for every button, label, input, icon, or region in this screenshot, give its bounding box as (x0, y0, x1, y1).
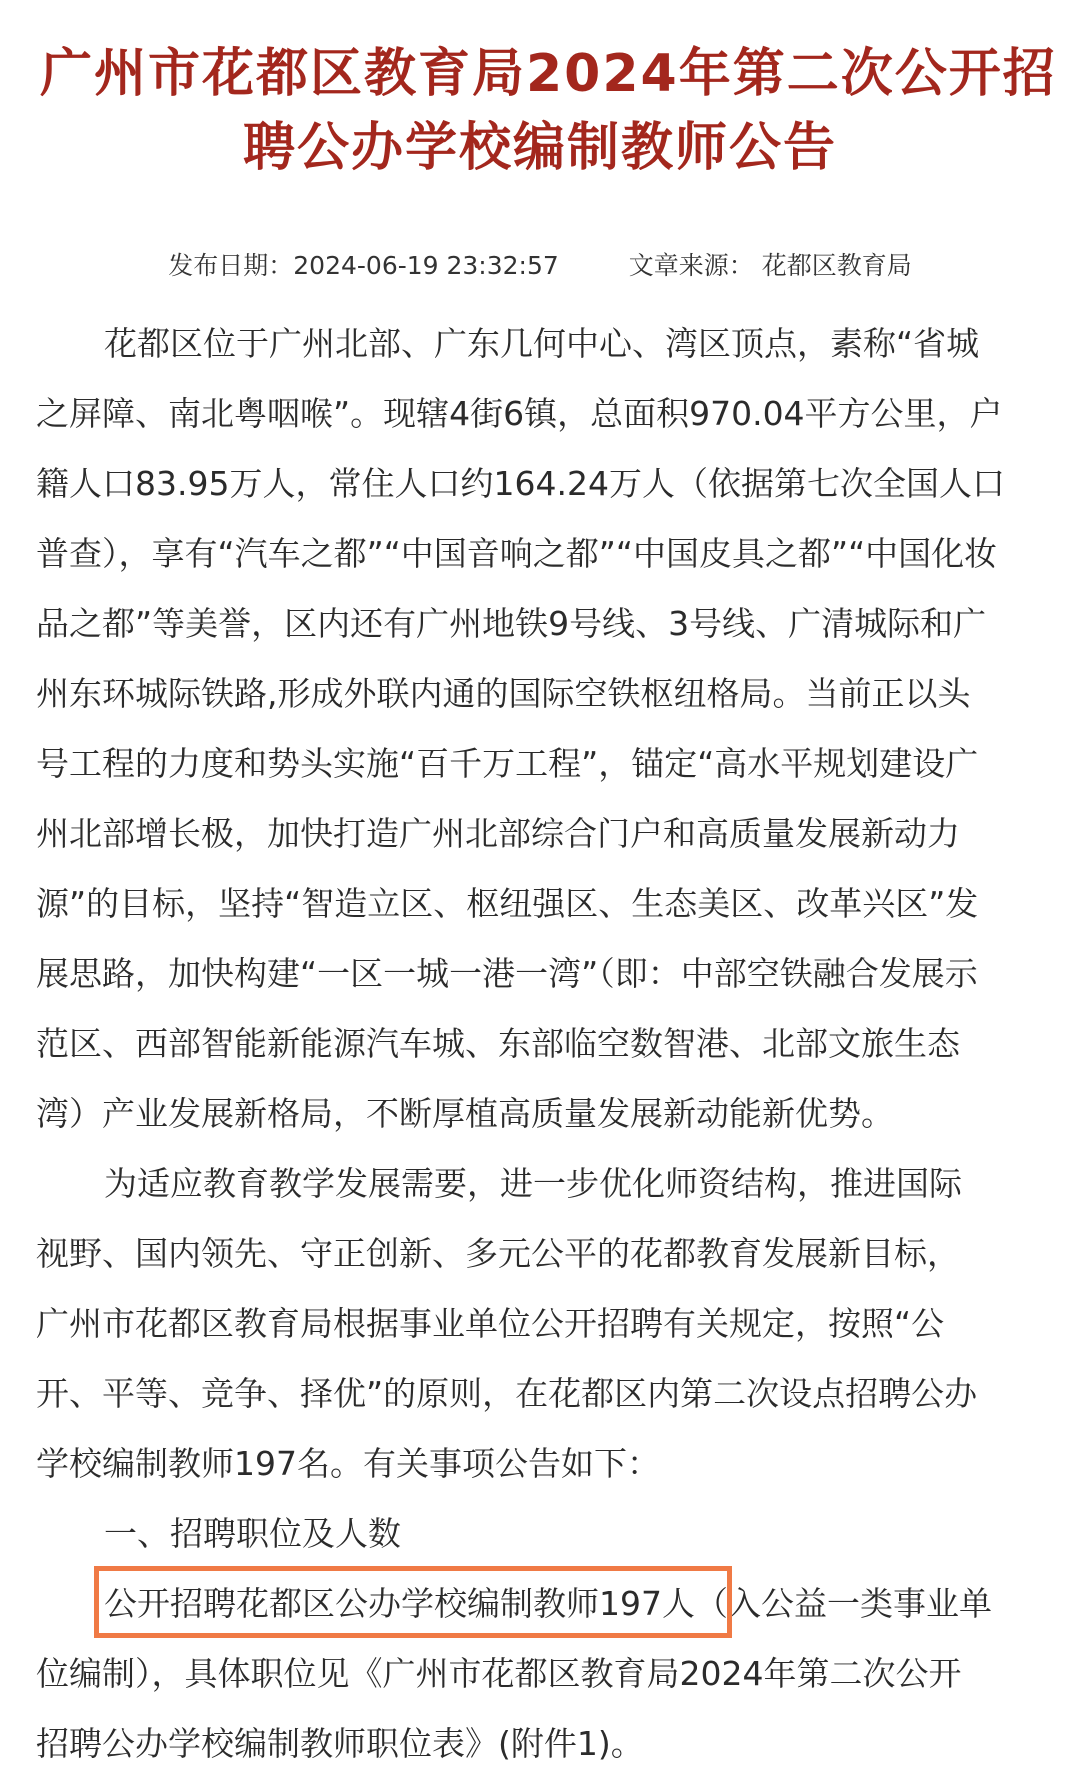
paragraph-line: 开、平等、竞争、择优”的原则，在花都区内第二次设点招聘公办 (36, 1374, 978, 1413)
highlighted-line: 公开招聘花都区公办学校编制教师197人（入公益一类事业单 (104, 1584, 992, 1623)
paragraph-line: 范区、西部智能新能源汽车城、东部临空数智港、北部文旅生态 (36, 1024, 960, 1063)
paragraph-line: 州东环城际铁路,形成外联内通的国际空铁枢纽格局。当前正以头 (36, 674, 971, 713)
paragraph-line: 为适应教育教学发展需要，进一步优化师资结构，推进国际 (104, 1164, 962, 1203)
paragraph-line: 学校编制教师197名。有关事项公告如下： (36, 1444, 660, 1483)
paragraph-line: 招聘公办学校编制教师职位表》(附件1)。 (36, 1724, 644, 1763)
article-title-line-2: 聘公办学校编制教师公告 (242, 118, 837, 178)
paragraph-line: 视野、国内领先、守正创新、多元公平的花都教育发展新目标， (36, 1234, 960, 1273)
paragraph-line: 广州市花都区教育局根据事业单位公开招聘有关规定，按照“公 (36, 1304, 945, 1343)
paragraph-line: 展思路，加快构建“一区一城一港一湾”（即：中部空铁融合发展示 (36, 954, 978, 993)
paragraph-line: 州北部增长极，加快打造广州北部综合门户和高质量发展新动力 (36, 814, 960, 853)
paragraph-line: 花都区位于广州北部、广东几何中心、湾区顶点，素称“省城 (104, 324, 980, 363)
paragraph-line: 源”的目标，坚持“智造立区、枢纽强区、生态美区、改革兴区”发 (36, 884, 979, 923)
article-title-line-1: 广州市花都区教育局2024年第二次公开招 (40, 44, 1057, 104)
paragraph-line: 湾）产业发展新格局，不断厚植高质量发展新动能新优势。 (36, 1094, 894, 1133)
publish-date: 发布日期：2024-06-19 23:32:57 (168, 251, 559, 280)
paragraph-line: 品之都”等美誉，区内还有广州地铁9号线、3号线、广清城际和广 (36, 604, 987, 643)
paragraph-line: 位编制），具体职位见《广州市花都区教育局2024年第二次公开 (36, 1654, 962, 1693)
paragraph-line: 籍人口83.95万人，常住人口约164.24万人（依据第七次全国人口 (36, 464, 1005, 503)
article-source: 文章来源： 花都区教育局 (628, 251, 912, 280)
paragraph-line: 之屏障、南北粤咽喉”。现辖4街6镇，总面积970.04平方公里，户 (36, 394, 1003, 433)
article-meta (0, 246, 1080, 282)
highlight-box (94, 1566, 732, 1638)
section-heading: 一、招聘职位及人数 (104, 1514, 401, 1553)
paragraph-line: 号工程的力度和势头实施“百千万工程”，锚定“高水平规划建设广 (36, 744, 979, 783)
paragraph-line: 普查），享有“汽车之都”“中国音响之都”“中国皮具之都”“中国化妆 (36, 534, 998, 573)
